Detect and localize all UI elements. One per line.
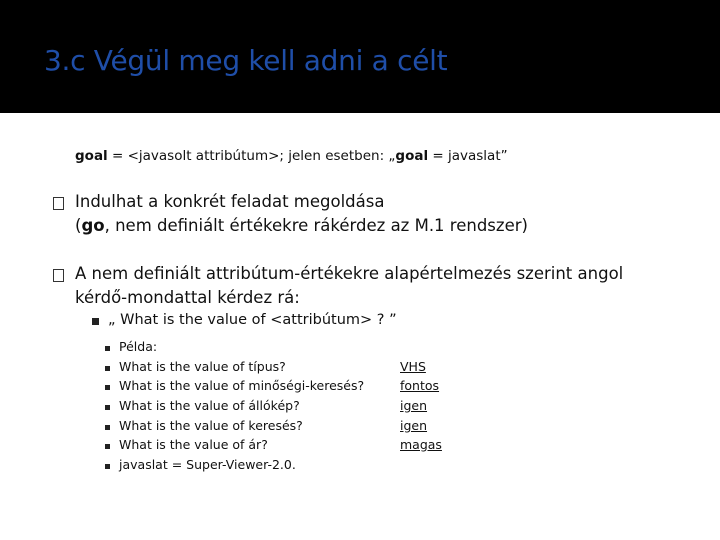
- checkbox-bullet-icon: [53, 195, 64, 214]
- example-row: [0, 457, 720, 477]
- example-row: [0, 359, 720, 379]
- example-text: What is the value of típus?: [119, 359, 286, 374]
- example-value: magas: [400, 437, 442, 452]
- goal-value: = javaslat”: [428, 148, 508, 164]
- bullet-1-line-2: [75, 214, 528, 238]
- question-template: „ What is the value of <attribútum> ? ”: [108, 312, 397, 328]
- example-text: What is the value of keresés?: [119, 418, 303, 433]
- example-row: [0, 378, 720, 398]
- bullet-2-line-1: A nem definiált attribútum-értékekre alapértelmezés szerint angol: [75, 264, 624, 283]
- example-text: What is the value of állókép?: [119, 398, 300, 413]
- example-value: VHS: [400, 359, 426, 374]
- slide-title: 3.c Végül meg kell adni a célt: [44, 44, 448, 77]
- example-value: igen: [400, 418, 428, 433]
- bullet-1-rest: , nem definiált értékekre rákérdez az M.1 rendszer): [104, 216, 528, 235]
- small-square-bullet-icon: [105, 346, 110, 351]
- small-square-bullet-icon: [105, 425, 110, 430]
- bullet-2-line-2: kérdő-mondattal kérdez rá:: [75, 288, 300, 307]
- goal-keyword-2: goal: [395, 148, 429, 164]
- title-bar: [0, 0, 720, 113]
- example-text: javaslat = Super-Viewer-2.0.: [119, 457, 296, 472]
- example-row: [0, 437, 720, 457]
- checkbox-bullet-icon: [53, 267, 64, 286]
- example-value: fontos: [400, 378, 440, 393]
- goal-line: [75, 148, 508, 164]
- bullet-1-line-1: Indulhat a konkrét feladat megoldása: [75, 192, 385, 211]
- example-row: [0, 398, 720, 418]
- small-square-bullet-icon: [105, 405, 110, 410]
- bullet-paragraph-1: [75, 190, 528, 238]
- small-square-bullet-icon: [105, 366, 110, 371]
- small-square-bullet-icon: [105, 464, 110, 469]
- example-text: What is the value of minőségi-keresés?: [119, 378, 365, 393]
- example-row: [0, 418, 720, 438]
- go-keyword: go: [81, 216, 105, 235]
- example-value: igen: [400, 398, 428, 413]
- example-row: [0, 339, 720, 359]
- small-square-bullet-icon: [105, 444, 110, 449]
- bullet-1-paren: (: [75, 216, 82, 235]
- example-text: What is the value of ár?: [119, 437, 268, 452]
- square-bullet-icon: [92, 318, 99, 325]
- bullet-paragraph-2: [75, 262, 623, 310]
- slide-content: [0, 113, 720, 540]
- goal-keyword: goal: [75, 148, 108, 164]
- small-square-bullet-icon: [105, 385, 110, 390]
- goal-definition: = <javasolt attribútum>; jelen esetben: „: [107, 148, 396, 164]
- example-text: Példa:: [119, 339, 158, 354]
